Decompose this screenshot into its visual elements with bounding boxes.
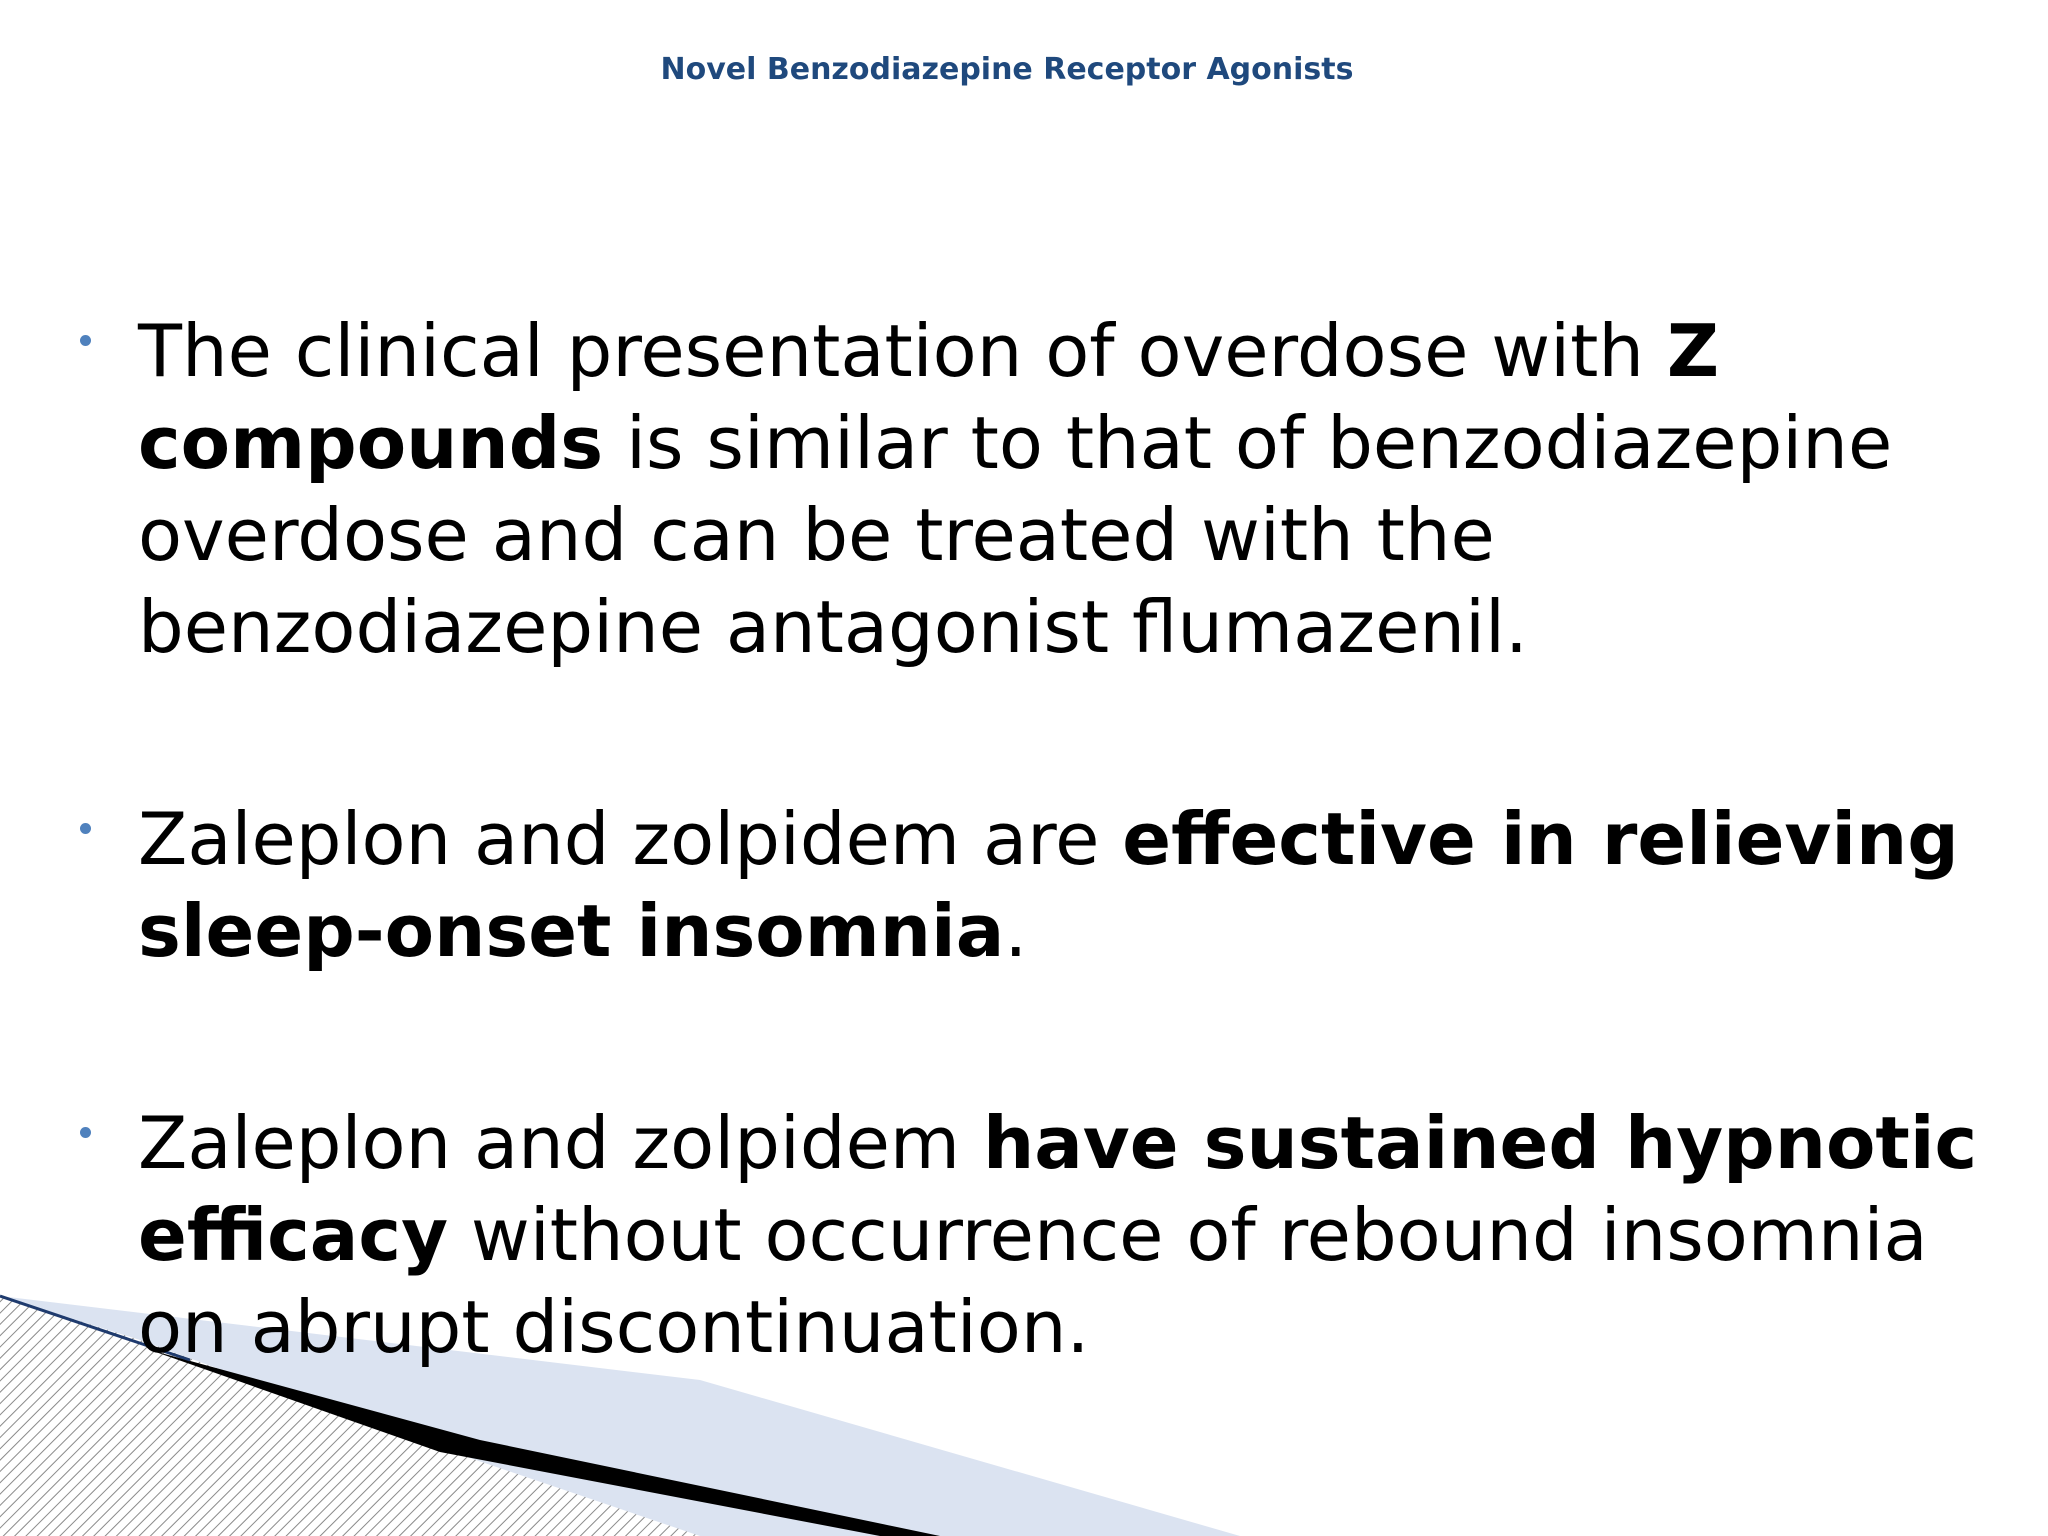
bullet-text: . <box>1004 889 1028 973</box>
slide-title: Novel Benzodiazepine Receptor Agonists <box>660 52 1354 87</box>
bullet-text: is similar to that of benzodiazepine overdose and can be treated with the benzodiazepine antagonist flumazenil. <box>138 401 1893 669</box>
bullet-emphasis: Z compounds <box>138 309 1720 485</box>
bullet-text: Zaleplon and zolpidem <box>138 1101 983 1185</box>
bullet-text: The clinical presentation of overdose with <box>138 309 1667 393</box>
bullet-point-icon <box>80 823 91 834</box>
bullet-item <box>70 305 2000 673</box>
bullet-text: without occurrence of rebound insomnia on abrupt discontinuation. <box>138 1193 1928 1369</box>
bullet-item <box>70 793 2000 977</box>
bullet-point-icon <box>80 1127 91 1138</box>
bullet-emphasis: have sustained hypnotic efficacy <box>138 1101 1978 1277</box>
bullet-text: Zaleplon and zolpidem are <box>138 797 1123 881</box>
bullet-list <box>70 305 2000 1373</box>
bullet-point-icon <box>80 335 91 346</box>
bullet-item <box>70 1097 2000 1373</box>
bullet-emphasis: effective in relieving sleep-onset insomnia <box>138 797 1959 973</box>
